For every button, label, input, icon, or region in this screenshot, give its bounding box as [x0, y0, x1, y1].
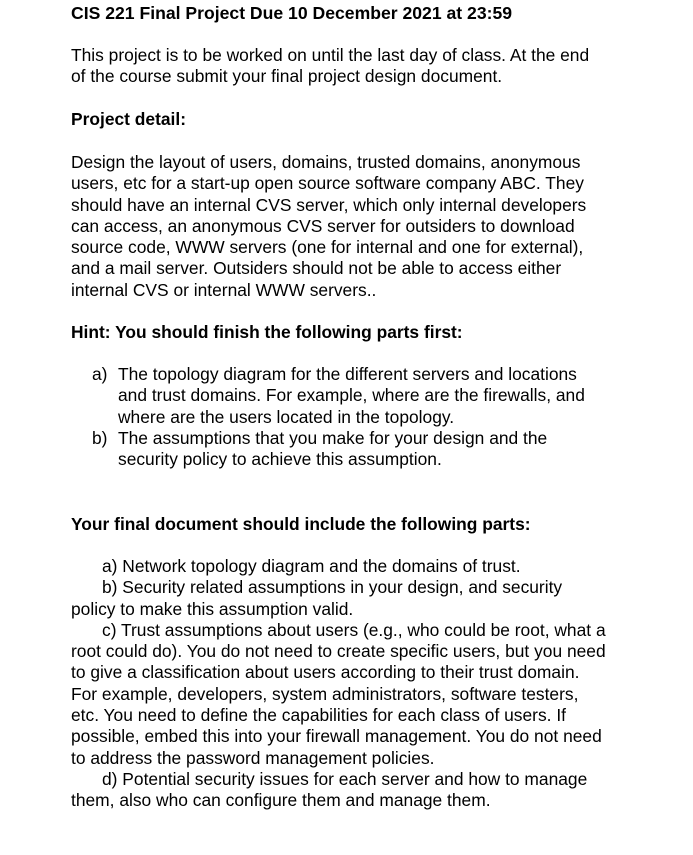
text-line: where are the users located in the topology.: [118, 406, 455, 427]
list-item: [71, 769, 671, 812]
text-line: possible, embed this into your firewall management. You do not need: [71, 726, 602, 747]
text-line: Design the layout of users, domains, trusted domains, anonymous: [71, 152, 581, 172]
text-line: internal CVS or internal WWW servers..: [71, 279, 377, 300]
text-line: For example, developers, system administrators, software testers,: [71, 683, 579, 704]
text-line: etc. You need to define the capabilities for each class of users. If: [71, 705, 566, 726]
document-title: CIS 221 Final Project Due 10 December 2021 at 23:59: [71, 3, 513, 23]
list-item: [71, 556, 671, 577]
list-item: [71, 577, 671, 620]
text-line: The topology diagram for the different servers and locations: [118, 364, 577, 384]
text-line: can access, an anonymous CVS server for outsiders to download: [71, 215, 575, 236]
text-line: The assumptions that you make for your design and the: [118, 427, 548, 448]
hint-list: [92, 364, 652, 470]
text-line: and a mail server. Outsiders should not be able to access either: [71, 258, 562, 279]
text-line: root could do). You do not need to create specific users, but you need: [71, 641, 606, 662]
list-marker: a): [92, 364, 108, 384]
text-line: source code, WWW servers (one for internal and one for external),: [71, 237, 584, 258]
text-line: them, also who can configure them and manage them.: [71, 790, 491, 811]
text-line: c) Trust assumptions about users (e.g., who could be root, what a: [102, 619, 606, 640]
text-line: b) Security related assumptions in your design, and security: [102, 577, 563, 598]
final-document-heading: Your final document should include the following parts:: [71, 514, 531, 534]
text-line: security policy to achieve this assumption.: [118, 449, 442, 470]
text-line: should have an internal CVS server, which only internal developers: [71, 194, 587, 215]
text-line: of the course submit your final project design document.: [71, 66, 503, 87]
list-item: [71, 620, 671, 769]
text-line: a) Network topology diagram and the domains of trust.: [102, 556, 521, 576]
project-detail-paragraph: [71, 152, 671, 301]
text-line: to address the password management policies.: [71, 747, 435, 768]
text-line: users, etc for a start-up open source software company ABC. They: [71, 173, 584, 194]
text-line: policy to make this assumption valid.: [71, 598, 354, 619]
final-document-list: [71, 556, 671, 812]
text-line: This project is to be worked on until the last day of class. At the end: [71, 45, 590, 65]
text-line: to give a classification about users according to their trust domain.: [71, 662, 580, 683]
list-item: [92, 364, 652, 428]
list-item: [92, 428, 652, 471]
text-line: and trust domains. For example, where are the firewalls, and: [118, 385, 585, 406]
project-detail-heading: Project detail:: [71, 109, 187, 129]
list-marker: b): [92, 427, 108, 448]
intro-paragraph: [71, 45, 671, 88]
text-line: d) Potential security issues for each server and how to manage: [102, 768, 588, 789]
hint-heading: Hint: You should finish the following parts first:: [71, 322, 463, 342]
